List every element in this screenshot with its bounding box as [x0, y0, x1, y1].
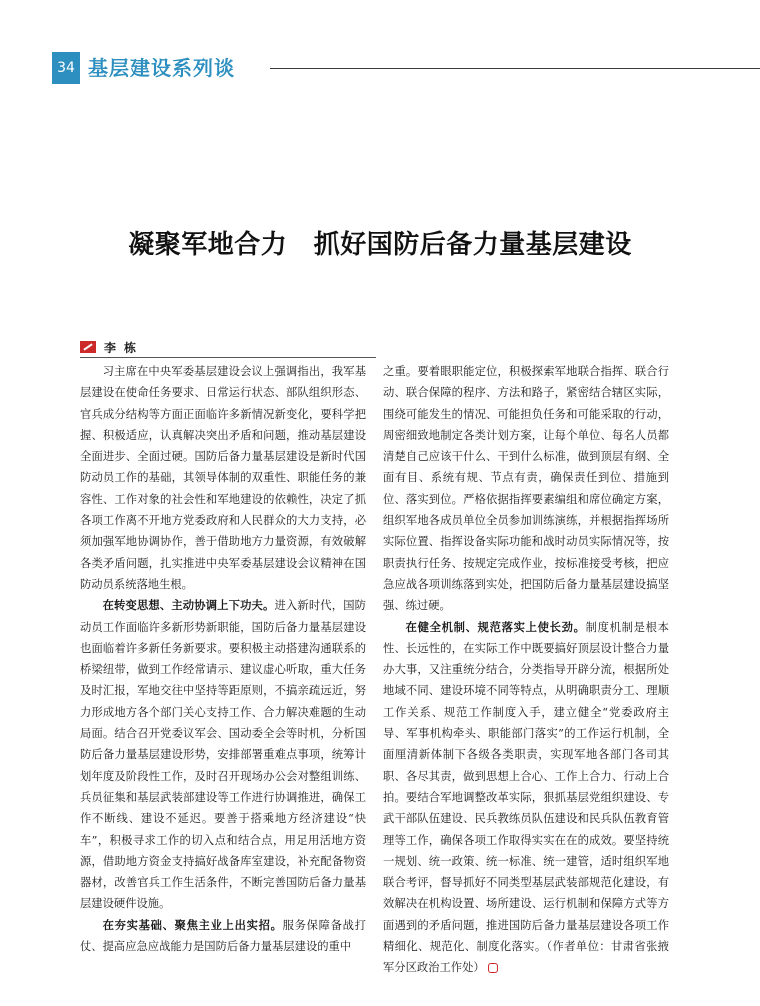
page-header [52, 52, 760, 84]
end-of-article-icon [488, 963, 498, 973]
author-name: 李栋 [104, 340, 145, 355]
paragraph-text: 制度机制是根本性、长远性的，在实际工作中既要搞好顶层设计整合力量办大事，又注重统分结合，分类指导开辟分流，根据所处地域不同、建设环境不同等特点，从明确职责分工、理顺工作关系、规范工作制度入手，建立健全“党委政府主导、军事机构牵头、职能部门落实”的工作运行机制，全面厘清新体制下各级各类职责，实现军地各部门各司其职、各尽其责，做到思想上合心、工作上合力、行动上合拍。要结合军地调整改革实际，狠抓基层党组织建设、专武干部队伍建设、民兵教练员队伍建设和民兵队伍教育管理等工作，确保各项工作取得实实在在的成效。要坚持统一规划、统一政策、统一标准、统一建管，适时组织军地联合考评，督导抓好不同类型基层武装部规范化建设，有效解决在机构设置、场所建设、运行机制和保障方式等方面遇到的矛盾问题，推进国防后备力量基层建设各项工作精细化、规范化、制度化落实。 [383, 620, 669, 954]
paragraph [80, 361, 366, 595]
paragraph-text: 习主席在中央军委基层建设会议上强调指出，我军基层建设在使命任务要求、日常运行状态、部队组织形态、官兵成分结构等方面正面临许多新情况新变化，要科学把握、积极适应，认真解决突出矛盾和问题，推动基层建设全面进步、全面过硬。国防后备力量基层建设是新时代国防动员工作的基础，其领导体制的双重性、职能任务的兼容性、工作对象的社会性和军地建设的依赖性，决定了抓各项工作离不开地方党委政府和人民群众的大力支持，必须加强军地协调协作，善于借助地方力量资源，有效破解各类矛盾问题，扎实推进中央军委基层建设会议精神在国防动员系统落地生根。 [80, 365, 366, 591]
author-affiliation: （作者单位：甘肃省张掖军分区政治工作处） [383, 940, 669, 975]
byline-marker-icon [80, 341, 96, 353]
paragraph [80, 915, 366, 958]
paragraph [383, 361, 669, 617]
article-title: 凝聚军地合力 抓好国防后备力量基层建设 [128, 230, 632, 260]
paragraph [383, 617, 669, 979]
header-divider [270, 68, 760, 69]
series-title: 基层建设系列谈 [88, 56, 235, 80]
left-column [80, 361, 366, 957]
paragraph-lead: 在健全机制、规范落实上使长劲。 [405, 620, 586, 634]
page-number: 34 [52, 52, 80, 84]
paragraph [80, 595, 366, 914]
paragraph-text: 进入新时代，国防动员工作面临许多新形势新职能，国防后备力量基层建设也面临着许多新任务新要求。要积极主动搭建沟通联系的桥梁纽带，做到工作经常请示、建议虚心听取，重大任务及时汇报，军地交往中坚持等距原则，不搞亲疏远近，努力形成地方各个部门关心支持工作、合力解决难题的生动局面。结合召开党委议军会、国动委全会等时机，分析国防后备力量基层建设形势，安排部署重难点事项，统筹计划年度及阶段性工作，及时召开现场办公会对整组训练、兵员征集和基层武装部建设等工作进行协调推进，确保工作不断线、建设不延迟。要善于搭乘地方经济建设“快车”，积极寻求工作的切入点和结合点，用足用活地方资源，借助地方资金支持搞好战备库室建设，补充配备物资器材，改善官兵工作生活条件，不断完善国防后备力量基层建设硬件设施。 [80, 599, 366, 911]
paragraph-text: 服务保障备战打仗、提高应急应战能力是国防后备力量基层建设的重中 [80, 918, 366, 954]
byline-divider [80, 357, 376, 358]
right-column [383, 361, 669, 979]
byline [80, 339, 144, 355]
paragraph-lead: 在转变思想、主动协调上下功夫。 [102, 599, 275, 613]
paragraph-lead: 在夯实基础、聚焦主业上出实招。 [102, 918, 283, 932]
paragraph-text: 之重。要着眼职能定位，积极探索军地联合指挥、联合行动、联合保障的程序、方法和路子，紧密结合辖区实际，围绕可能发生的情况、可能担负任务和可能采取的行动，周密细致地制定各类计划方案，让每个单位、每名人员都清楚自己应该干什么、干到什么标准，做到顶层有纲、全面有目、系统有规、节点有责，确保责任到位、措施到位、落实到位。严格依据指挥要素编组和席位确定方案，组织军地各成员单位全员参加训练演练，并根据指挥场所实际位置、指挥设备实际功能和战时动员实际情况等，按职责执行任务、按规定完成作业，按标准接受考核，把应急应战各项训练落到实处，把国防后备力量基层建设搞坚强、练过硬。 [383, 365, 669, 613]
